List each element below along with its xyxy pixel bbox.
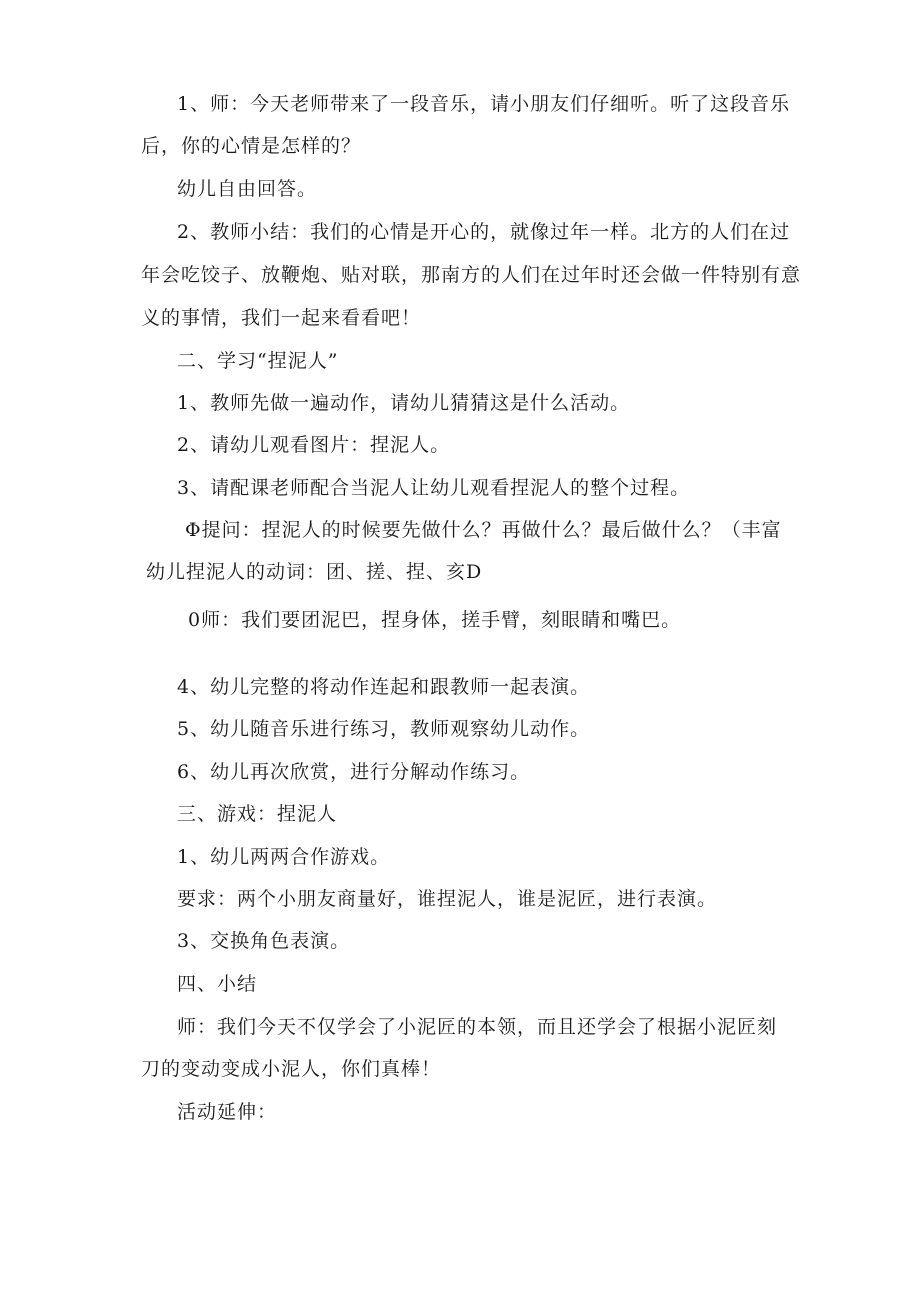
section-heading-4: 四、小结 [177, 973, 258, 995]
paragraph-line-3-3: 义的事情，我们一起来看看吧！ [141, 307, 422, 329]
paragraph-line-2: 幼儿自由回答。 [177, 178, 318, 200]
section-heading-3: 三、游戏：捏泥人 [177, 803, 338, 825]
paragraph-line-10: 5、幼儿随音乐进行练习，教师观察幼儿动作。 [177, 718, 591, 740]
paragraph-line-13: 要求：两个小朋友商量好，谁捏泥人，谁是泥匠，进行表演。 [177, 888, 718, 910]
paragraph-line-15-2: 刀的变动变成小泥人，你们真棒！ [141, 1058, 442, 1080]
paragraph-line-16: 活动延伸： [177, 1101, 278, 1123]
paragraph-line-1-2: 后，你的心情是怎样的？ [141, 135, 362, 157]
paragraph-line-1-1: 1、师：今天老师带来了一段音乐，请小朋友们仔细听。听了这段音乐 [177, 93, 791, 115]
paragraph-line-4: 1、教师先做一遍动作，请幼儿猜猜这是什么活动。 [177, 392, 631, 414]
paragraph-line-3-1: 2、教师小结：我们的心情是开心的，就像过年一样。北方的人们在过 [177, 221, 791, 243]
paragraph-line-5: 2、请幼儿观看图片：捏泥人。 [177, 434, 451, 456]
paragraph-line-6: 3、请配课老师配合当泥人让幼儿观看捏泥人的整个过程。 [177, 477, 691, 499]
paragraph-line-9: 4、幼儿完整的将动作连起和跟教师一起表演。 [177, 676, 591, 698]
paragraph-line-12: 1、幼儿两两合作游戏。 [177, 846, 391, 868]
paragraph-line-7-1: Φ提问：捏泥人的时候要先做什么？再做什么？最后做什么？（丰富 [185, 519, 782, 541]
paragraph-line-14: 3、交换角色表演。 [177, 930, 351, 952]
paragraph-line-8: 0师：我们要团泥巴，捏身体，搓手臂，刻眼睛和嘴巴。 [188, 609, 682, 631]
paragraph-line-15-1: 师：我们今天不仅学会了小泥匠的本领，而且还学会了根据小泥匠刻 [177, 1016, 778, 1038]
paragraph-line-7-2: 幼儿捏泥人的动词：团、搓、捏、亥D [146, 561, 483, 583]
paragraph-line-11: 6、幼儿再次欣赏，进行分解动作练习。 [177, 761, 531, 783]
paragraph-line-3-2: 年会吃饺子、放鞭炮、贴对联，那南方的人们在过年时还会做一件特别有意 [141, 264, 802, 286]
section-heading-2: 二、学习“捏泥人” [177, 350, 339, 372]
